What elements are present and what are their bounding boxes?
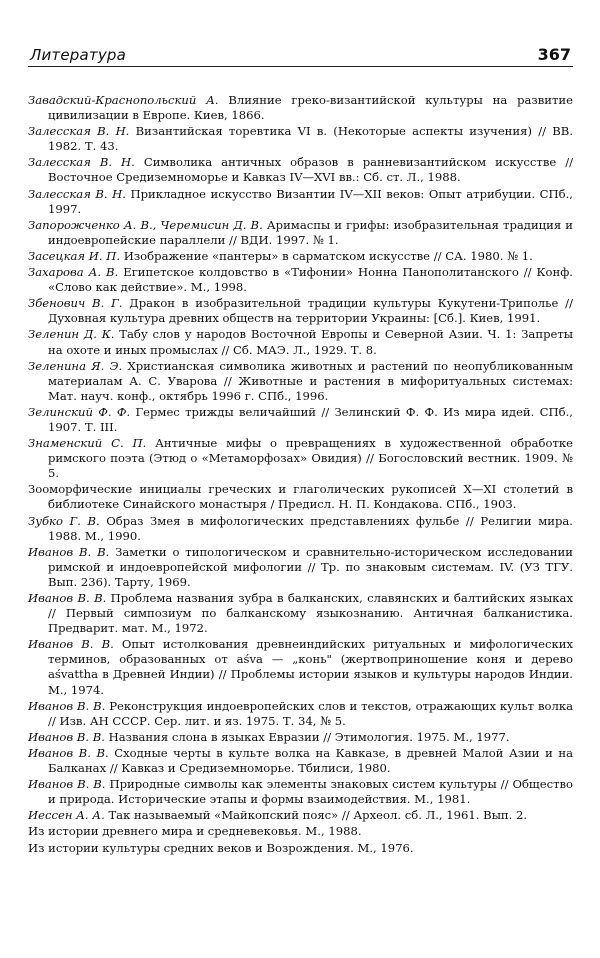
bibliography-entry: [28, 327, 573, 357]
entry-text: Аримаспы и грифы: изобразительная традиция и индоевропейские параллели // ВДИ. 1997. № 1.: [48, 217, 574, 247]
entry-author: Знаменский С. П.: [28, 436, 147, 451]
entry-text: Гермес трижды величайший // Зелинский Ф. Ф. Из мира идей. СПб., 1907. Т. III.: [48, 404, 573, 434]
entry-text: Реконструкция индоевропейских слов и текстов, отражающих культ волка // Изв. АН СССР. Сер. лит. и яз. 1975. Т. 34, № 5.: [48, 698, 573, 728]
running-header: [28, 40, 573, 67]
entry-author: Залесская В. Н.: [28, 124, 130, 139]
entry-text: Заметки о типологическом и сравнительно-историческом исследовании римской и индоевропейской мифологии // Тр. по знаковым системам. IV. (УЗ ТГУ. Вып. 236). Тарту, 1969.: [48, 544, 573, 589]
bibliography-entry: [28, 155, 573, 185]
bibliography-entry: [28, 265, 573, 295]
entry-text: Проблема названия зубра в балканских, славянских и балтийских языках // Первый симпозиум по балканскому языкознанию. Античная балканистика. Предварит. мат. М., 1972.: [48, 591, 573, 636]
entry-author: Иванов В. В.: [28, 591, 107, 605]
bibliography-entry: [28, 746, 573, 776]
entry-text: Дракон в изобразительной традиции культуры Кукутени-Триполье // Духовная культура древних обществ на территории Украины: [Сб.]. Киев, 1991.: [48, 296, 573, 326]
entry-author: Запорожченко А. В., Черемисин Д. В.: [28, 217, 263, 232]
entry-text: Образ Змея в мифологических представлениях фульбе // Религии мира. 1988. М., 1990.: [48, 513, 573, 543]
entry-text: Христианская символика животных и растений по неопубликованным материалам А. С. Уварова // Животные и растения в мифоритуальных системах: Мат. науч. конф., октябрь 1996 г. СПб., 1996.: [48, 358, 573, 403]
entry-author: Зелинский Ф. Ф.: [28, 404, 131, 419]
bibliography-entry: [28, 187, 573, 217]
entry-author: Зеленин Д. К.: [28, 327, 115, 342]
entry-text: Влияние греко-византийской культуры на развитие цивилизации в Европе. Киев, 1866.: [48, 93, 573, 123]
entry-author: Иессен А. А.: [28, 808, 105, 823]
entry-author: Збенович В. Г.: [28, 296, 123, 311]
bibliography-entry: [28, 777, 573, 807]
entry-text: Опыт истолкования древнеиндийских ритуальных и мифологических терминов, образованных от aśva — „конь" (жертвоприношение коня и дерево aśvattha в Древней Индии) // Проблемы истории языков и культуры народов Индии. М., 1974.: [48, 637, 573, 697]
bibliography-entry: [28, 359, 573, 404]
bibliography-entry: [28, 591, 573, 636]
entry-text: Прикладное искусство Византии IV—XII веков: Опыт атрибуции. СПб., 1997.: [48, 186, 573, 216]
bibliography-entry: [28, 545, 573, 590]
entry-author: Иванов В. В.: [28, 698, 106, 713]
entry-text: Так называемый «Майкопский пояс» // Археол. сб. Л., 1961. Вып. 2.: [104, 808, 528, 823]
bibliography-entry: [28, 514, 573, 544]
bibliography-entry: [28, 296, 573, 326]
entry-text: Античные мифы о превращениях в художественной обработке римского поэта (Этюд о «Метаморфозах» Овидия) // Богословский вестник. 1909. № 5.: [48, 436, 573, 481]
bibliography-entry: [28, 482, 573, 512]
entry-text: Табу слов у народов Восточной Европы и Северной Азии. Ч. 1: Запреты на охоте и иных промыслах // Сб. МАЭ. Л., 1929. Т. 8.: [48, 327, 573, 357]
running-title: Литература: [30, 46, 127, 64]
entry-author: Захарова А. В.: [28, 265, 119, 280]
entry-author: Иванов В. В.: [28, 777, 106, 792]
entry-text: Зооморфические инициалы греческих и глаголических рукописей X—XI столетий в библиотеке Синайского монастыря / Предисл. Н. П. Кондакова. СПб., 1903.: [28, 482, 573, 512]
bibliography-entry: [28, 124, 573, 154]
entry-text: Византийская торевтика VI в. (Некоторые аспекты изучения) // ВВ. 1982. Т. 43.: [48, 124, 573, 154]
bibliography-list: [28, 93, 573, 856]
bibliography-entry: [28, 699, 573, 729]
bibliography-entry: [28, 824, 573, 839]
entry-author: Завадский-Краснопольский А.: [28, 93, 219, 107]
entry-text: Природные символы как элементы знаковых систем культуры // Общество и природа. Исторические этапы и формы взаимодействия. М., 1981.: [48, 777, 573, 807]
entry-text: Египетское колдовство в «Тифонии» Нонна Панополитанского // Конф. «Слово как действие». М., 1998.: [48, 265, 573, 295]
entry-text: Сходные черты в культе волка на Кавказе, в древней Малой Азии и на Балканах // Кавказ и Средиземноморье. Тбилиси, 1980.: [48, 745, 573, 776]
bibliography-entry: [28, 730, 573, 745]
entry-author: Залесская В. Н.: [28, 155, 135, 170]
entry-author: Иванов В. В.: [28, 637, 114, 652]
bibliography-entry: [28, 249, 573, 264]
entry-text: Из истории культуры средних веков и Возрождения. М., 1976.: [28, 840, 414, 855]
bibliography-entry: [28, 637, 573, 697]
entry-text: Из истории древнего мира и средневековья. М., 1988.: [28, 824, 362, 839]
entry-author: Зеленина Я. Э.: [28, 358, 123, 373]
entry-author: Иванов В. В.: [28, 745, 109, 760]
bibliography-entry: [28, 218, 573, 248]
entry-text: Названия слона в языках Евразии // Этимология. 1975. М., 1977.: [104, 729, 510, 744]
bibliography-entry: [28, 93, 573, 123]
entry-text: Символика античных образов в ранневизантийском искусстве // Восточное Средиземноморье и Кавказ IV—XVI вв.: Сб. ст. Л., 1988.: [48, 155, 574, 185]
book-page: [28, 40, 573, 857]
entry-author: Засецкая И. П.: [28, 248, 121, 263]
bibliography-entry: [28, 808, 573, 823]
page-number: 367: [537, 45, 571, 64]
entry-author: Зубко Г. В.: [28, 513, 100, 528]
entry-author: Иванов В. В.: [28, 729, 105, 744]
entry-text: Изображение «пантеры» в сарматском искусстве // СА. 1980. № 1.: [120, 248, 533, 263]
entry-author: Иванов В. В.: [28, 544, 110, 559]
bibliography-entry: [28, 841, 573, 856]
bibliography-entry: [28, 405, 573, 435]
entry-author: Залесская В. Н.: [28, 186, 126, 201]
bibliography-entry: [28, 436, 573, 481]
